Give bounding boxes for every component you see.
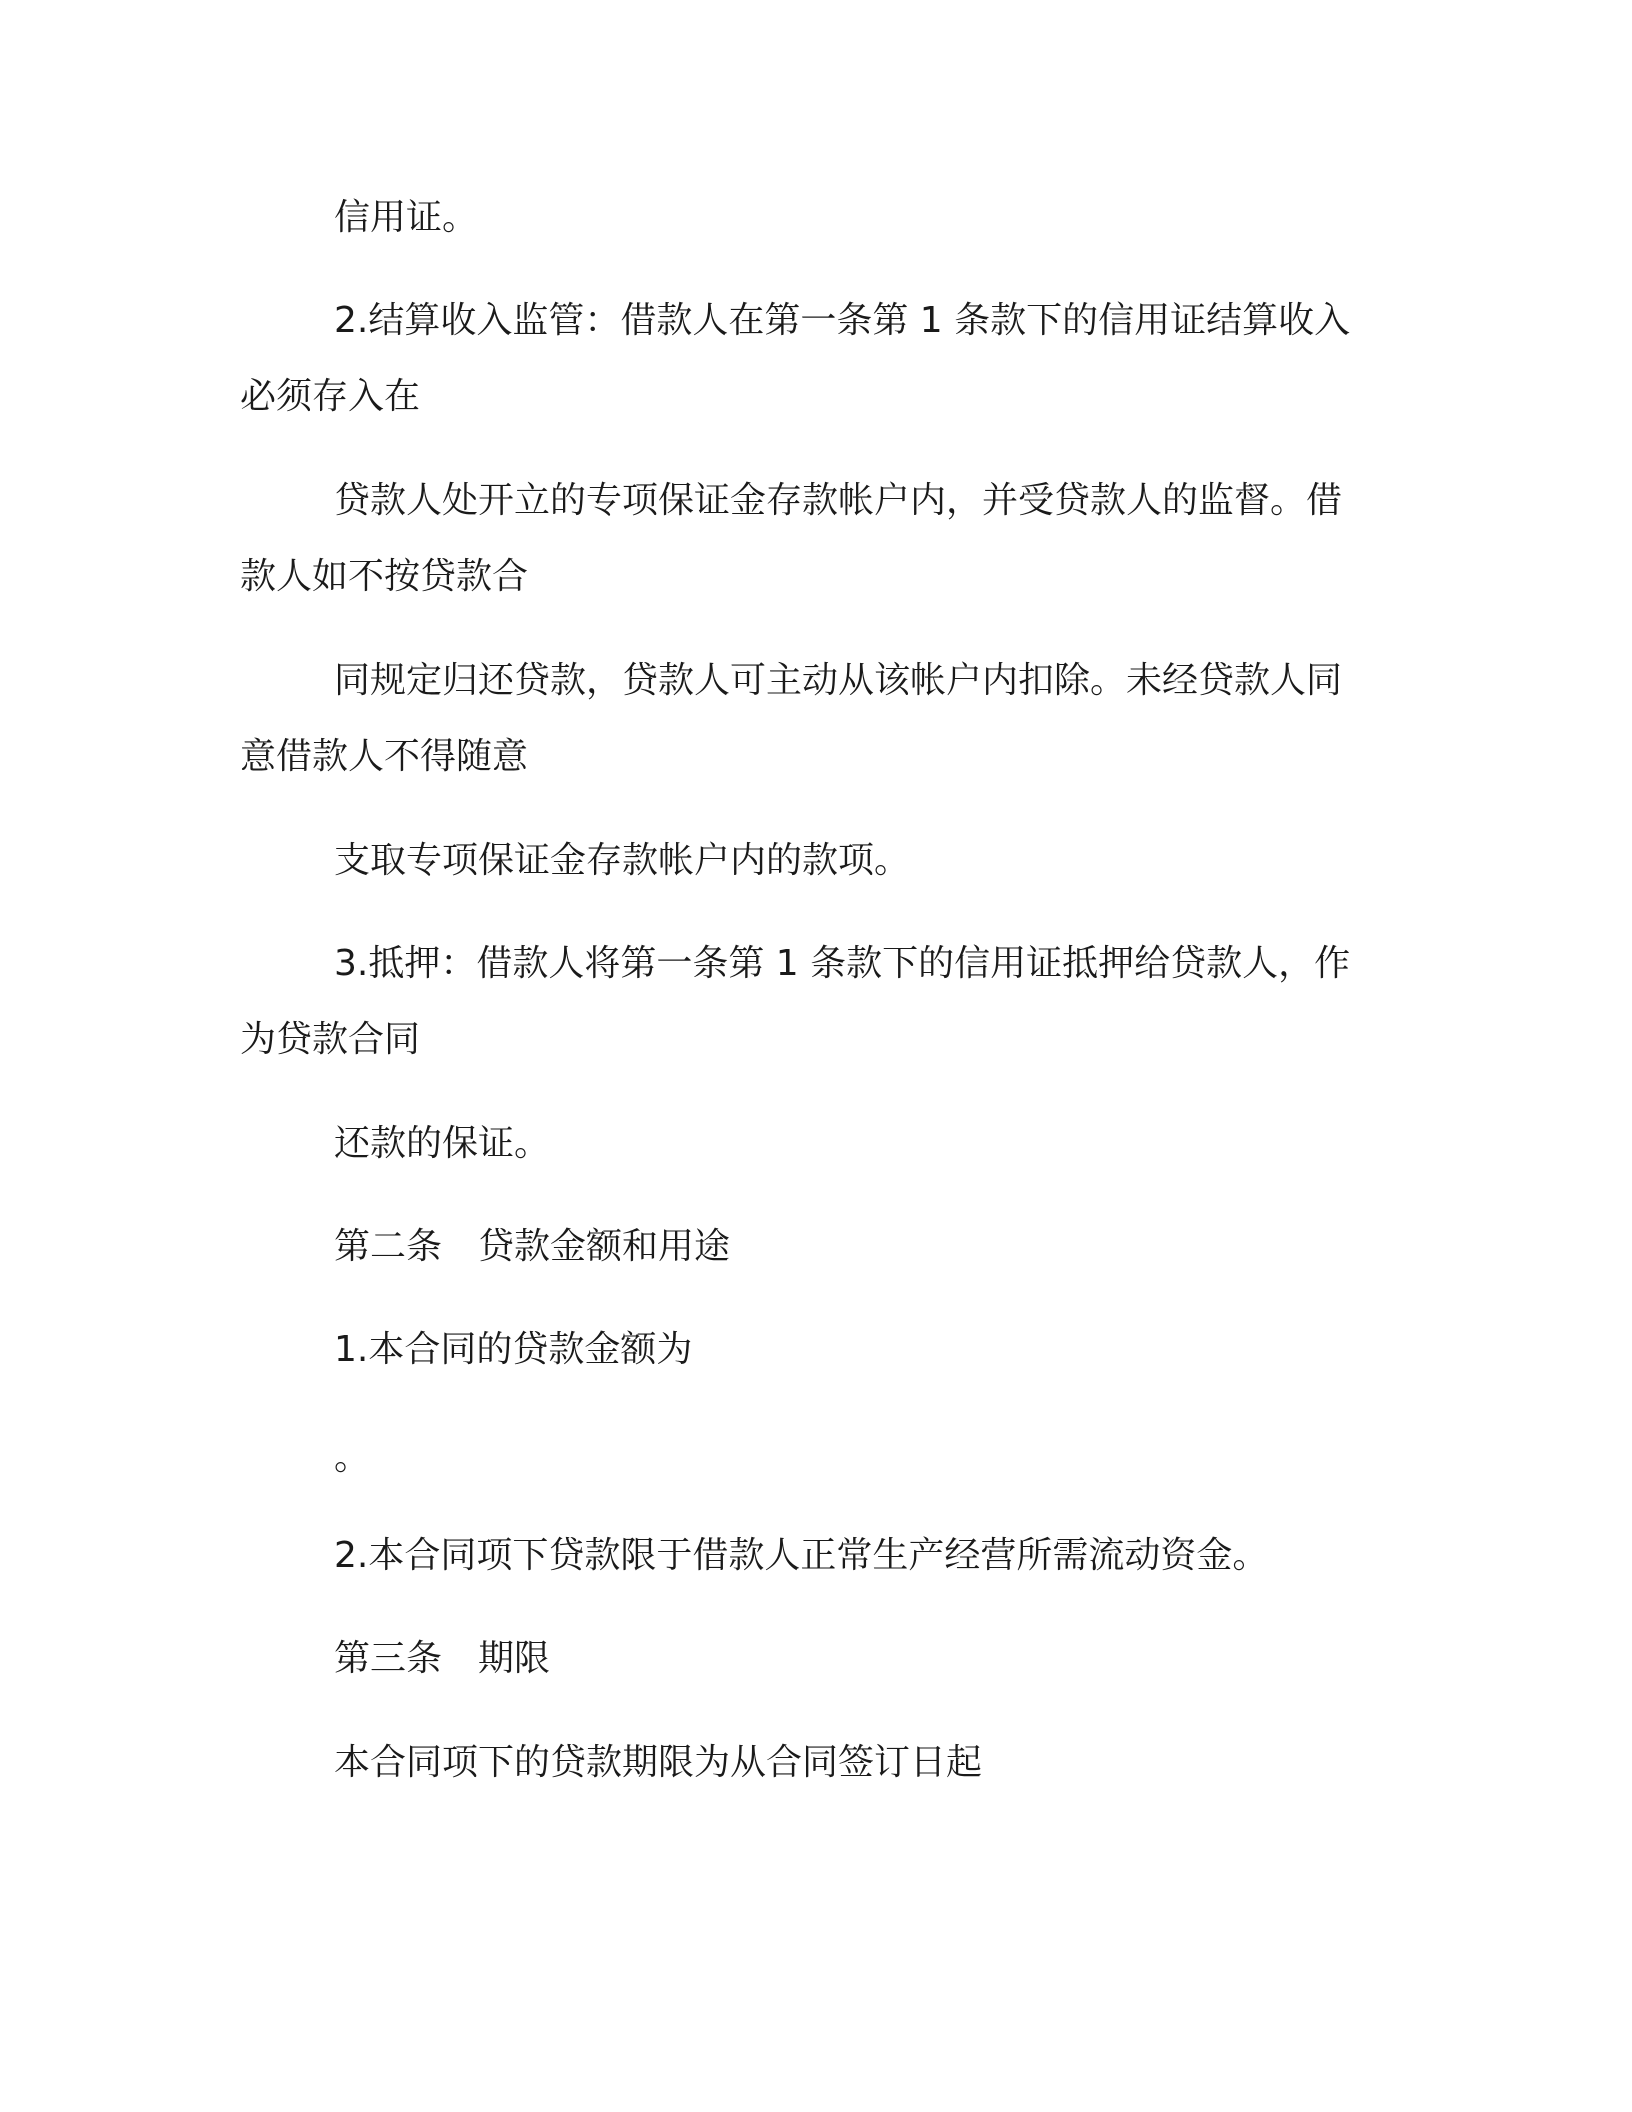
text-line: 意借款人不得随意 — [240, 736, 529, 777]
text-line: 1.本合同的贷款金额为 — [334, 1329, 693, 1370]
text-line: 本合同项下的贷款期限为从合同签订日起 — [334, 1742, 983, 1783]
text-line: 还款的保证。 — [334, 1123, 551, 1164]
text-line: 为贷款合同 — [240, 1019, 421, 1060]
text-line: 支取专项保证金存款帐户内的款项。 — [334, 840, 911, 881]
text-line: 款人如不按贷款合 — [240, 556, 529, 597]
text-line: 。 — [334, 1437, 371, 1478]
text-line: 2.结算收入监管：借款人在第一条第 1 条款下的信用证结算收入 — [334, 300, 1351, 341]
text-line: 信用证。 — [334, 197, 479, 238]
text-line: 3.抵押：借款人将第一条第 1 条款下的信用证抵押给贷款人，作 — [334, 943, 1351, 984]
text-line: 必须存入在 — [240, 376, 421, 417]
section-heading: 第三条 期限 — [334, 1638, 551, 1679]
text-line: 同规定归还贷款，贷款人可主动从该帐户内扣除。未经贷款人同 — [334, 660, 1343, 701]
section-heading: 第二条 贷款金额和用途 — [334, 1226, 731, 1267]
text-line: 2.本合同项下贷款限于借款人正常生产经营所需流动资金。 — [334, 1535, 1269, 1576]
text-line: 贷款人处开立的专项保证金存款帐户内，并受贷款人的监督。借 — [334, 480, 1343, 521]
